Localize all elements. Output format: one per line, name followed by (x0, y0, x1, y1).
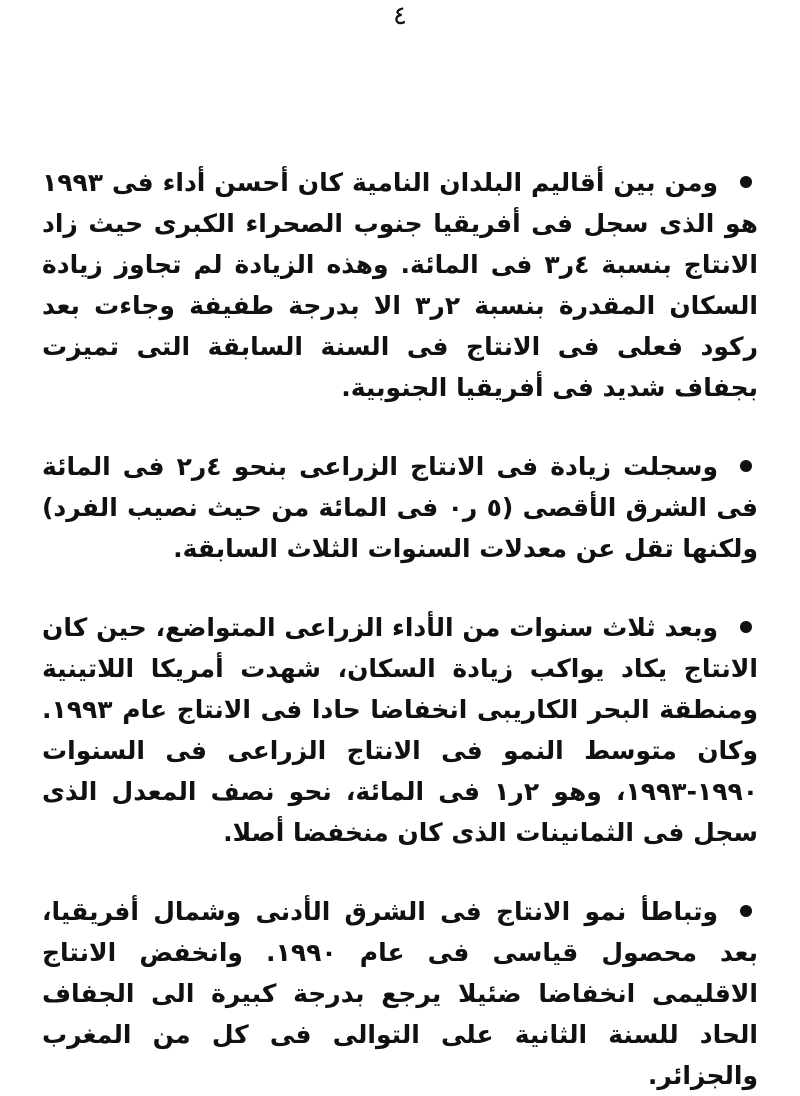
page-number: ٤ (393, 1, 407, 31)
bullet-icon (740, 176, 752, 188)
paragraph-text: وبعد ثلاث سنوات من الأداء الزراعى المتواضع، حين كان الانتاج يكاد يواكب زيادة السكان، شهدت أمريكا اللاتينية ومنطقة البحر الكاريبى انخفاضا حادا فى الانتاج عام ١٩٩٣. وكان متوسط النمو فى الانتاج الزراعى فى السنوات ١٩٩٠-١٩٩٣، وهو ٢ر١ فى المائة، نحو نصف المعدل الذى سجل فى الثمانينات الذى كان منخفضا أصلا. (42, 613, 758, 847)
paragraph-text: وسجلت زيادة فى الانتاج الزراعى بنحو ٤ر٢ فى المائة فى الشرق الأقصى (٥ ر٠ فى المائة من حيث نصيب الفرد) ولكنها تقل عن معدلات السنوات الثلاث السابقة. (42, 452, 758, 563)
bullet-icon (740, 905, 752, 917)
paragraph-text: وتباطأ نمو الانتاج فى الشرق الأدنى وشمال أفريقيا، بعد محصول قياسى فى عام ١٩٩٠. وانخفض الانتاج الاقليمى انخفاضا ضئيلا يرجع بدرجة كبيرة الى الجفاف الحاد للسنة الثانية على التوالى فى كل من المغرب والجزائر. (42, 897, 758, 1090)
paragraph-latin-america (42, 607, 758, 853)
bullet-icon (740, 621, 752, 633)
paragraph-near-east-north-africa (42, 891, 758, 1096)
paragraph-text: ومن بين أقاليم البلدان النامية كان أحسن أداء فى ١٩٩٣ هو الذى سجل فى أفريقيا جنوب الصحراء الكبرى حيث زاد الانتاج بنسبة ٤ر٣ فى المائة. وهذه الزيادة لم تجاوز زيادة السكان المقدرة بنسبة ٢ر٣ الا بدرجة طفيفة وجاءت بعد ركود فعلى فى الانتاج فى السنة السابقة التى تميزت بجفاف شديد فى أفريقيا الجنوبية. (42, 168, 758, 402)
bullet-icon (740, 460, 752, 472)
paragraph-sub-saharan-africa (42, 162, 758, 408)
paragraph-far-east (42, 446, 758, 569)
